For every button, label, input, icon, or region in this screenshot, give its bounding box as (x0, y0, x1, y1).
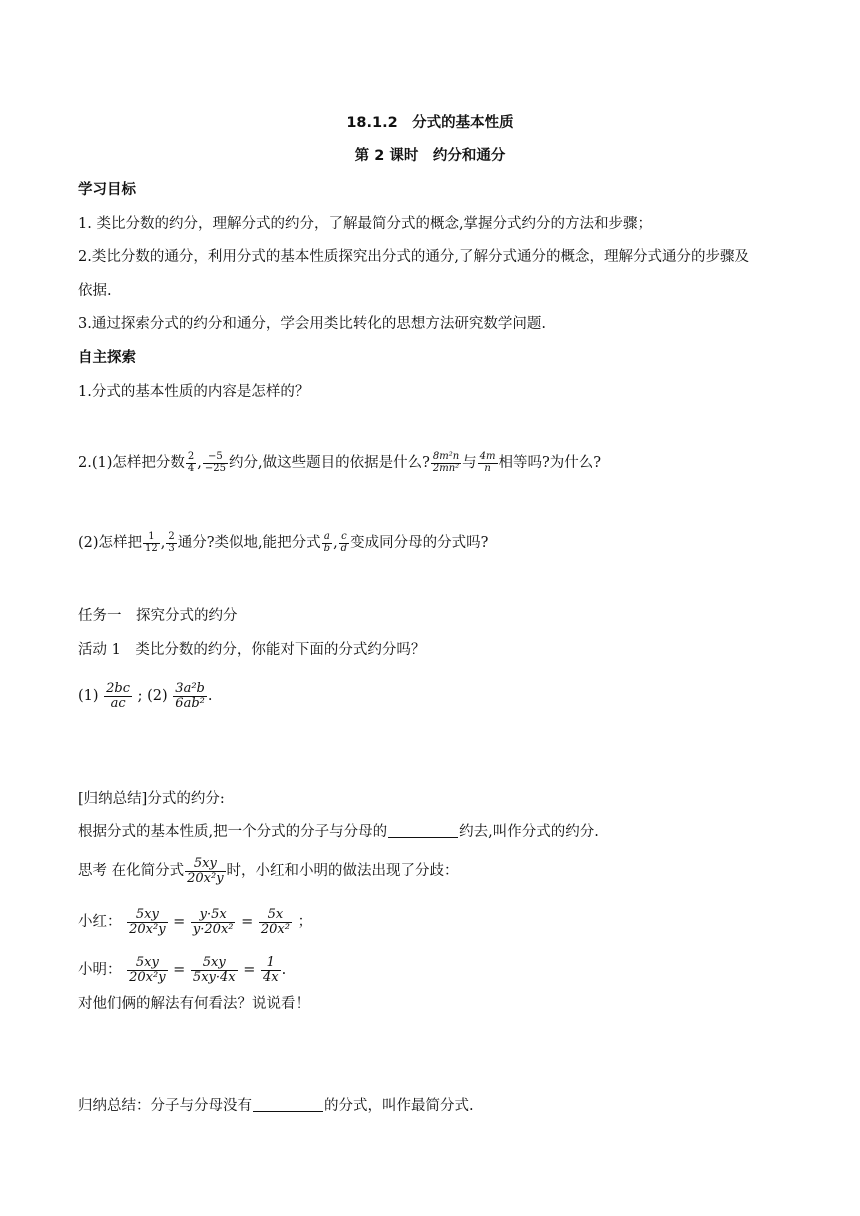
opinion-question: 对他们俩的解法有何看法？说说看！ (78, 996, 310, 1012)
think-line: 思考 在化简分式 $\frac{5xy}{\text{20x²y}}$ 时，小红和小明的做法出现了分歧： (78, 856, 459, 886)
goal-item-1: 1. 类比分数的约分，理解分式的约分，了解最简分式的概念,掌握分式约分的方法和步骤； (78, 216, 653, 232)
fraction-c-d: $\frac{c}{d}$ (340, 531, 348, 554)
q2-prefix: 2.(1)怎样把分数 (78, 455, 185, 471)
fraction-a-b: $\frac{a}{b}$ (323, 531, 331, 554)
answer-blank[interactable] (388, 823, 458, 838)
goal-item-2: 2.类比分数的通分，利用分式的基本性质探究出分式的通分,了解分式通分的概念，理解分式通分的步骤及 (78, 249, 749, 265)
page-title: 18.1.2 分式的基本性质 (346, 115, 514, 131)
goal-item-3: 3.通过探索分式的约分和通分，学会用类比转化的思想方法研究数学问题. (78, 316, 546, 332)
page-subtitle: 第 2 课时 约分和通分 (354, 148, 506, 164)
fraction-8m2n-2mn2: $\frac{\text{8m²n}}{\text{2mn²}}$ (432, 451, 460, 474)
fraction-3a2b-6ab2: $\frac{\text{3a²b}}{\text{6ab²}}$ (175, 681, 205, 711)
explore-question-2: 2.(1)怎样把分数 $\frac{2}{4}$ , $\frac{-5}{-25}$ 约分,做这些题目的依据是什么? $\frac{\text{8m²n}}{\text{2mn²}}$ 与 $\frac{4m}{n}$ 相等吗?为什么? (78, 451, 602, 474)
summary1-heading: [归纳总结]分式的约分: (78, 791, 225, 807)
explore-question-1: 1.分式的基本性质的内容是怎样的？ (78, 384, 310, 400)
summary1-text: 根据分式的基本性质,把一个分式的分子与分母的 约去,叫作分式的约分. (78, 824, 599, 840)
explore-heading: 自主探索 (78, 350, 136, 366)
fraction-5xy-20x2y: $\frac{5xy}{\text{20x²y}}$ (187, 856, 224, 886)
fraction-1-12: $\frac{1}{12}$ (145, 531, 158, 554)
task1-activity: 活动 1 类比分数的约分，你能对下面的分式约分吗？ (78, 642, 426, 658)
goals-heading: 学习目标 (78, 182, 136, 198)
xiaohong-solution: 小红： $\frac{5xy}{\text{20x²y}}$ = $\frac{y\cdot 5x}{\text{y·20x²}}$ = $\frac{5x}{\text{20x²}}$ ； (78, 907, 313, 937)
task1-problems: (1) $\frac{2bc}{ac}$ ; (2) $\frac{\text{3a²b}}{\text{6ab²}}$ . (78, 681, 213, 711)
fraction-2-4: $\frac{2}{4}$ (187, 451, 195, 474)
fraction-2-3: $\frac{2}{3}$ (168, 531, 175, 554)
explore-question-3: (2)怎样把 $\frac{1}{12}$ , $\frac{2}{3}$ 通分?类似地,能把分式 $\frac{a}{b}$ , $\frac{c}{d}$ 变成同分母的分式吗? (78, 531, 489, 554)
task1-heading: 任务一 探究分式的约分 (78, 608, 238, 624)
goal-item-2-cont: 依据. (78, 283, 112, 299)
fraction-neg5-neg25: $\frac{-5}{-25}$ (204, 451, 226, 474)
fraction-4m-n: $\frac{4m}{n}$ (479, 451, 496, 474)
xiaoming-solution: 小明： $\frac{5xy}{\text{20x²y}}$ = $\frac{5xy}{5xy\cdot 4x}$ = $\frac{1}{4x}$ . (78, 955, 287, 985)
fraction-2bc-ac: $\frac{2bc}{ac}$ (106, 681, 131, 711)
answer-blank-2[interactable] (253, 1097, 323, 1112)
summary2-text: 归纳总结：分子与分母没有 的分式，叫作最简分式. (78, 1098, 474, 1114)
